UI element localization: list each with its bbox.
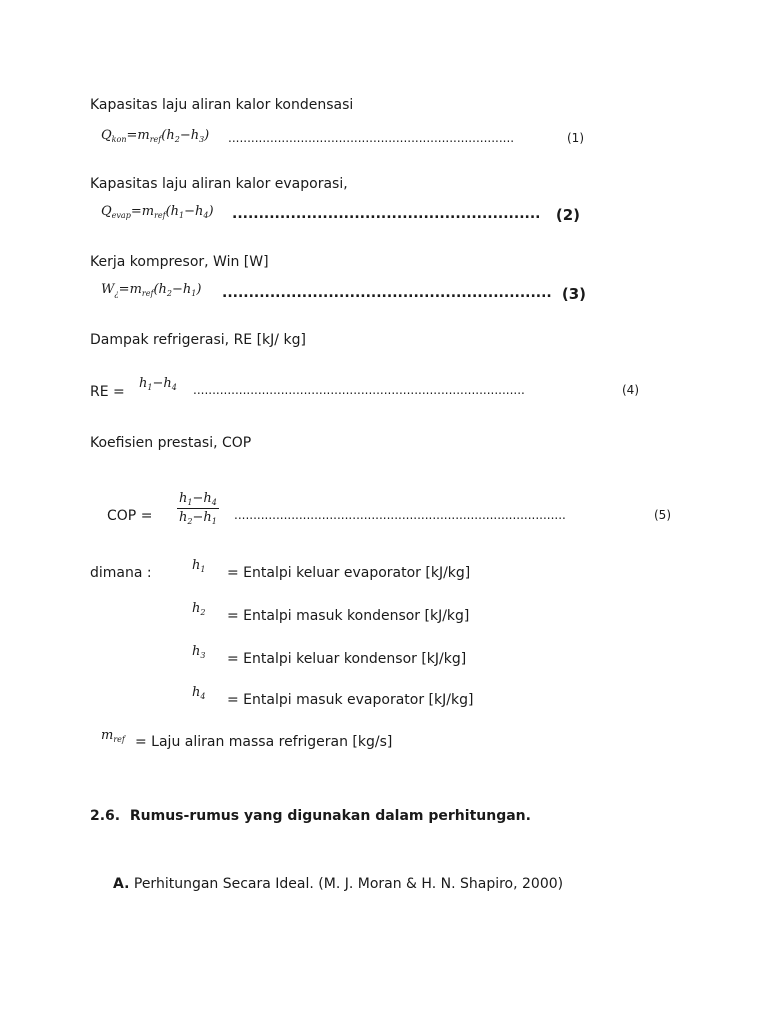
- formula-symbol: ): [196, 282, 202, 297]
- equation-number-row: [234, 508, 671, 522]
- formula-subscript: 2: [200, 608, 206, 617]
- equation-number-row: [222, 285, 586, 303]
- formula-symbol: (h: [161, 128, 175, 143]
- formula-symbol: =m: [126, 128, 150, 143]
- formula-symbol: W: [101, 282, 115, 297]
- leader-dots: .......................................................................................: [234, 508, 566, 522]
- formula-subscript: evap: [111, 211, 131, 220]
- formula-symbol: −h: [184, 204, 204, 219]
- formula-subscript: ref: [113, 735, 125, 744]
- formula-subscript: ref: [154, 211, 166, 220]
- formula-subscript: ref: [149, 135, 162, 144]
- formula-symbol: −h: [179, 128, 200, 143]
- formula-symbol: (h: [153, 282, 167, 297]
- formula-symbol: h: [139, 376, 148, 391]
- leader-dots: ..........................................................: [232, 206, 541, 222]
- formula-symbol: −h: [152, 376, 172, 391]
- formula-evaporation: [101, 204, 214, 220]
- subsection-text: Perhitungan Secara Ideal. (M. J. Moran & H. N. Shapiro, 2000): [133, 876, 564, 892]
- formula-symbol: h: [179, 491, 188, 506]
- cop-label: COP =: [107, 508, 153, 524]
- leader-dots: ..............................................................: [222, 285, 552, 301]
- formula-subscript: 1: [200, 565, 206, 574]
- def-symbol: [192, 644, 205, 660]
- heading-refrigeration-effect: Dampak refrigerasi, RE [kJ/ kg]: [90, 332, 306, 348]
- heading-condensation: Kapasitas laju aliran kalor kondensasi: [90, 97, 354, 113]
- def-text: = Entalpi masuk kondensor [kJ/kg]: [227, 608, 470, 624]
- equation-number-row: [193, 383, 639, 397]
- equation-number: (5): [654, 508, 671, 522]
- formula-symbol: Q: [101, 204, 112, 219]
- formula-subscript: kon: [111, 135, 127, 144]
- formula-symbol: ): [204, 128, 210, 143]
- formula-subscript: ref: [141, 289, 154, 298]
- formula-symbol: h: [179, 510, 188, 525]
- def-text: = Entalpi masuk evaporator [kJ/kg]: [227, 692, 474, 708]
- formula-symbol: (h: [165, 204, 180, 219]
- formula-symbol: −h: [171, 282, 192, 297]
- formula-subscript: 4: [171, 383, 177, 392]
- def-symbol: [192, 558, 205, 574]
- equation-number-row: [232, 206, 580, 224]
- formula-symbol: m: [101, 728, 114, 743]
- formula-condensation: [101, 128, 209, 144]
- formula-symbol: h: [192, 601, 201, 616]
- formula-subscript: 4: [200, 692, 206, 701]
- fraction-denominator: [177, 509, 219, 526]
- def-symbol-mref: [101, 728, 125, 744]
- formula-symbol: −h: [192, 491, 212, 506]
- formula-subscript: 4: [203, 211, 209, 220]
- section-number: 2.6.: [90, 808, 121, 824]
- formula-subscript: 2: [187, 517, 193, 526]
- equation-number: (4): [622, 383, 639, 397]
- formula-symbol: −h: [192, 510, 212, 525]
- section-heading-2-6: [90, 808, 531, 824]
- formula-subscript: 1: [211, 517, 217, 526]
- formula-subscript: 1: [187, 498, 193, 507]
- formula-symbol: h: [192, 558, 201, 573]
- subsection-a: [113, 876, 563, 892]
- formula-subscript: 3: [200, 651, 206, 660]
- formula-subscript: 2: [174, 135, 180, 144]
- formula-subscript: 4: [211, 498, 217, 507]
- formula-subscript: ¿: [114, 289, 119, 298]
- formula-re: [139, 376, 177, 392]
- fraction-numerator: [177, 491, 219, 509]
- formula-symbol: =m: [130, 204, 155, 219]
- formula-symbol: ): [208, 204, 214, 219]
- def-text: = Entalpi keluar kondensor [kJ/kg]: [227, 651, 467, 667]
- formula-symbol: h: [192, 685, 201, 700]
- heading-compressor-work: Kerja kompresor, Win [W]: [90, 254, 269, 270]
- formula-symbol: =m: [118, 282, 142, 297]
- equation-number: (1): [567, 131, 584, 145]
- formula-subscript: 3: [199, 135, 205, 144]
- re-label: RE =: [90, 384, 125, 400]
- formula-subscript: 1: [191, 289, 197, 298]
- subsection-letter: A.: [113, 876, 130, 892]
- def-symbol: [192, 685, 205, 701]
- section-title: Rumus-rumus yang digunakan dalam perhitungan.: [129, 808, 531, 824]
- def-text: = Entalpi keluar evaporator [kJ/kg]: [227, 565, 471, 581]
- def-symbol: [192, 601, 205, 617]
- equation-number: (2): [555, 206, 580, 224]
- formula-subscript: 1: [147, 383, 153, 392]
- leader-dots: ...........................................................................: [228, 131, 515, 145]
- equation-number: (3): [561, 285, 586, 303]
- heading-evaporation: Kapasitas laju aliran kalor evaporasi,: [90, 176, 348, 192]
- formula-compressor-work: [101, 282, 201, 298]
- definitions-intro: dimana :: [90, 565, 152, 581]
- formula-subscript: 1: [179, 211, 185, 220]
- formula-symbol: h: [192, 644, 201, 659]
- formula-symbol: Q: [101, 128, 112, 143]
- formula-subscript: 2: [166, 289, 172, 298]
- def-text-mref: = Laju aliran massa refrigeran [kg/s]: [135, 734, 393, 750]
- heading-cop: Koefisien prestasi, COP: [90, 435, 252, 451]
- equation-number-row: [228, 131, 584, 145]
- formula-cop: [177, 491, 219, 526]
- leader-dots: .......................................................................................: [193, 383, 525, 397]
- fraction: [177, 491, 219, 526]
